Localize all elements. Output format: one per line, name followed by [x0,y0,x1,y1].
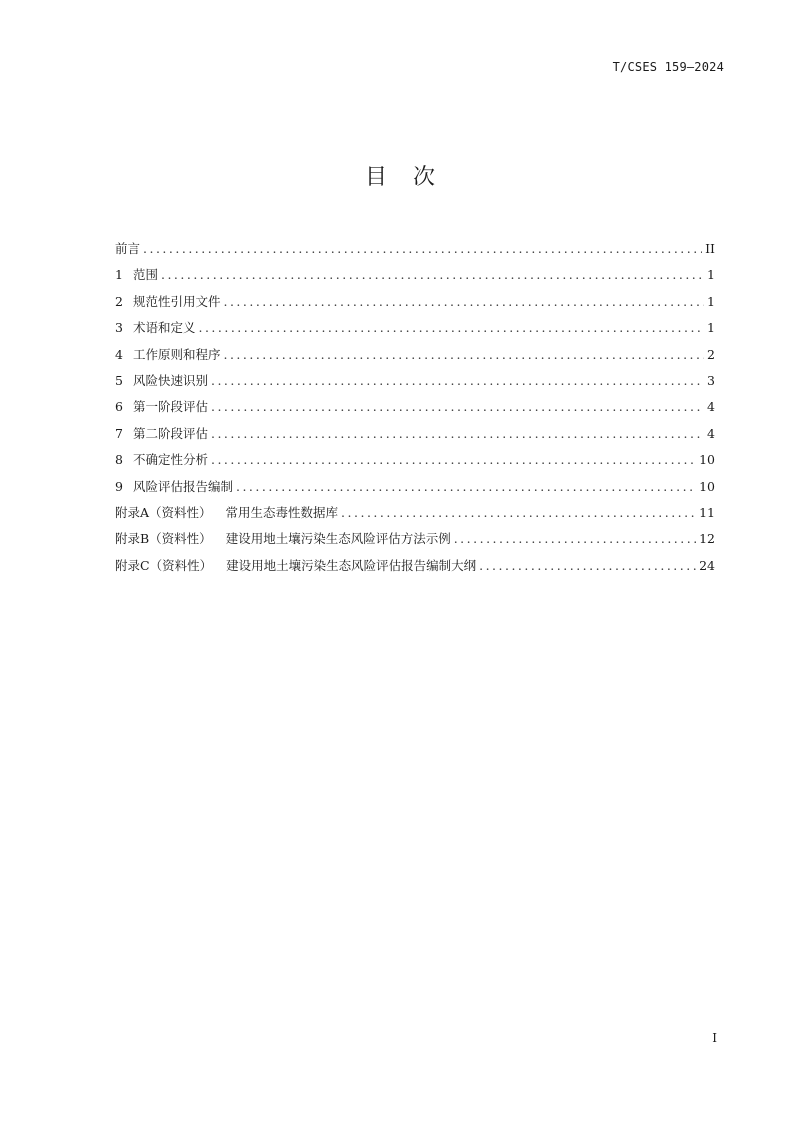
toc-entry[interactable] [115,345,715,371]
toc-entry-page: 11 [699,504,715,520]
toc-entry[interactable] [115,397,715,423]
toc-dot-leader [211,371,704,391]
toc-dot-leader [341,503,696,523]
toc-entry[interactable] [115,292,715,318]
toc-dot-leader [211,450,696,470]
toc-entry[interactable] [115,424,715,450]
toc-entry-number: 1 [115,267,123,283]
toc-entry-page: 10 [699,452,715,468]
toc-dot-leader [223,292,704,312]
toc-entry-page: 4 [707,399,715,415]
toc-entry-number: 5 [115,372,123,388]
toc-entry-subtitle: 建设用地土壤污染生态风险评估报告编制大纲 [226,557,477,573]
table-of-contents [115,239,715,582]
toc-entry-page: 10 [699,478,715,494]
toc-entry-number: 8 [115,452,123,468]
toc-entry-label: 风险评估报告编制 [132,478,233,494]
page-title: 目次 [364,165,461,190]
toc-entry-label: 规范性引用文件 [132,293,221,309]
toc-dot-leader [454,529,696,549]
toc-entry-subtitle: 建设用地土壤污染生态风险评估方法示例 [225,531,451,547]
toc-dot-leader [223,345,704,365]
toc-entry-number: 4 [115,346,123,362]
toc-entry-label: 前言 [115,241,141,256]
toc-entry-label: 附录B（资料性） [115,531,212,547]
toc-dot-leader [479,556,696,576]
toc-entry-label: 术语和定义 [132,320,196,336]
toc-entry-number: 9 [115,478,123,494]
toc-entry-label: 附录A（资料性） [115,504,212,520]
toc-entry-label: 第二阶段评估 [132,425,208,441]
toc-entry-number: 6 [115,399,123,415]
document-code: T/CSES 159—2024 [612,60,724,74]
toc-entry-subtitle: 常用生态毒性数据库 [225,504,339,520]
toc-entry[interactable] [115,556,715,582]
toc-dot-leader [161,265,704,285]
toc-dot-leader [198,318,704,338]
toc-entry-page: II [705,241,715,256]
toc-entry[interactable] [115,239,715,265]
toc-entry-label: 范围 [132,267,158,283]
toc-entry-number: 2 [115,293,123,309]
toc-entry-label: 不确定性分析 [132,452,208,468]
toc-entry-page: 2 [707,346,715,362]
toc-entry[interactable] [115,371,715,397]
toc-entry[interactable] [115,503,715,529]
toc-dot-leader [211,424,704,444]
toc-entry-label: 附录C（资料性） [115,557,213,573]
toc-entry-number: 3 [115,320,123,336]
toc-entry-page: 12 [699,531,715,547]
toc-dot-leader [211,397,704,417]
toc-dot-leader [236,477,696,497]
toc-entry-page: 1 [707,267,715,283]
toc-entry-page: 3 [707,372,715,388]
page-number: I [712,1031,717,1045]
toc-entry-label: 风险快速识别 [132,372,208,388]
toc-entry-page: 4 [707,425,715,441]
toc-entry[interactable] [115,529,715,555]
toc-entry-page: 24 [699,557,715,573]
toc-dot-leader [143,239,702,259]
toc-entry[interactable] [115,450,715,476]
toc-entry[interactable] [115,265,715,291]
toc-entry-label: 第一阶段评估 [132,399,208,415]
toc-entry-page: 1 [707,320,715,336]
toc-entry-number: 7 [115,425,123,441]
toc-entry[interactable] [115,318,715,344]
toc-entry-page: 1 [707,293,715,309]
toc-entry-label: 工作原则和程序 [132,346,221,362]
toc-entry[interactable] [115,477,715,503]
